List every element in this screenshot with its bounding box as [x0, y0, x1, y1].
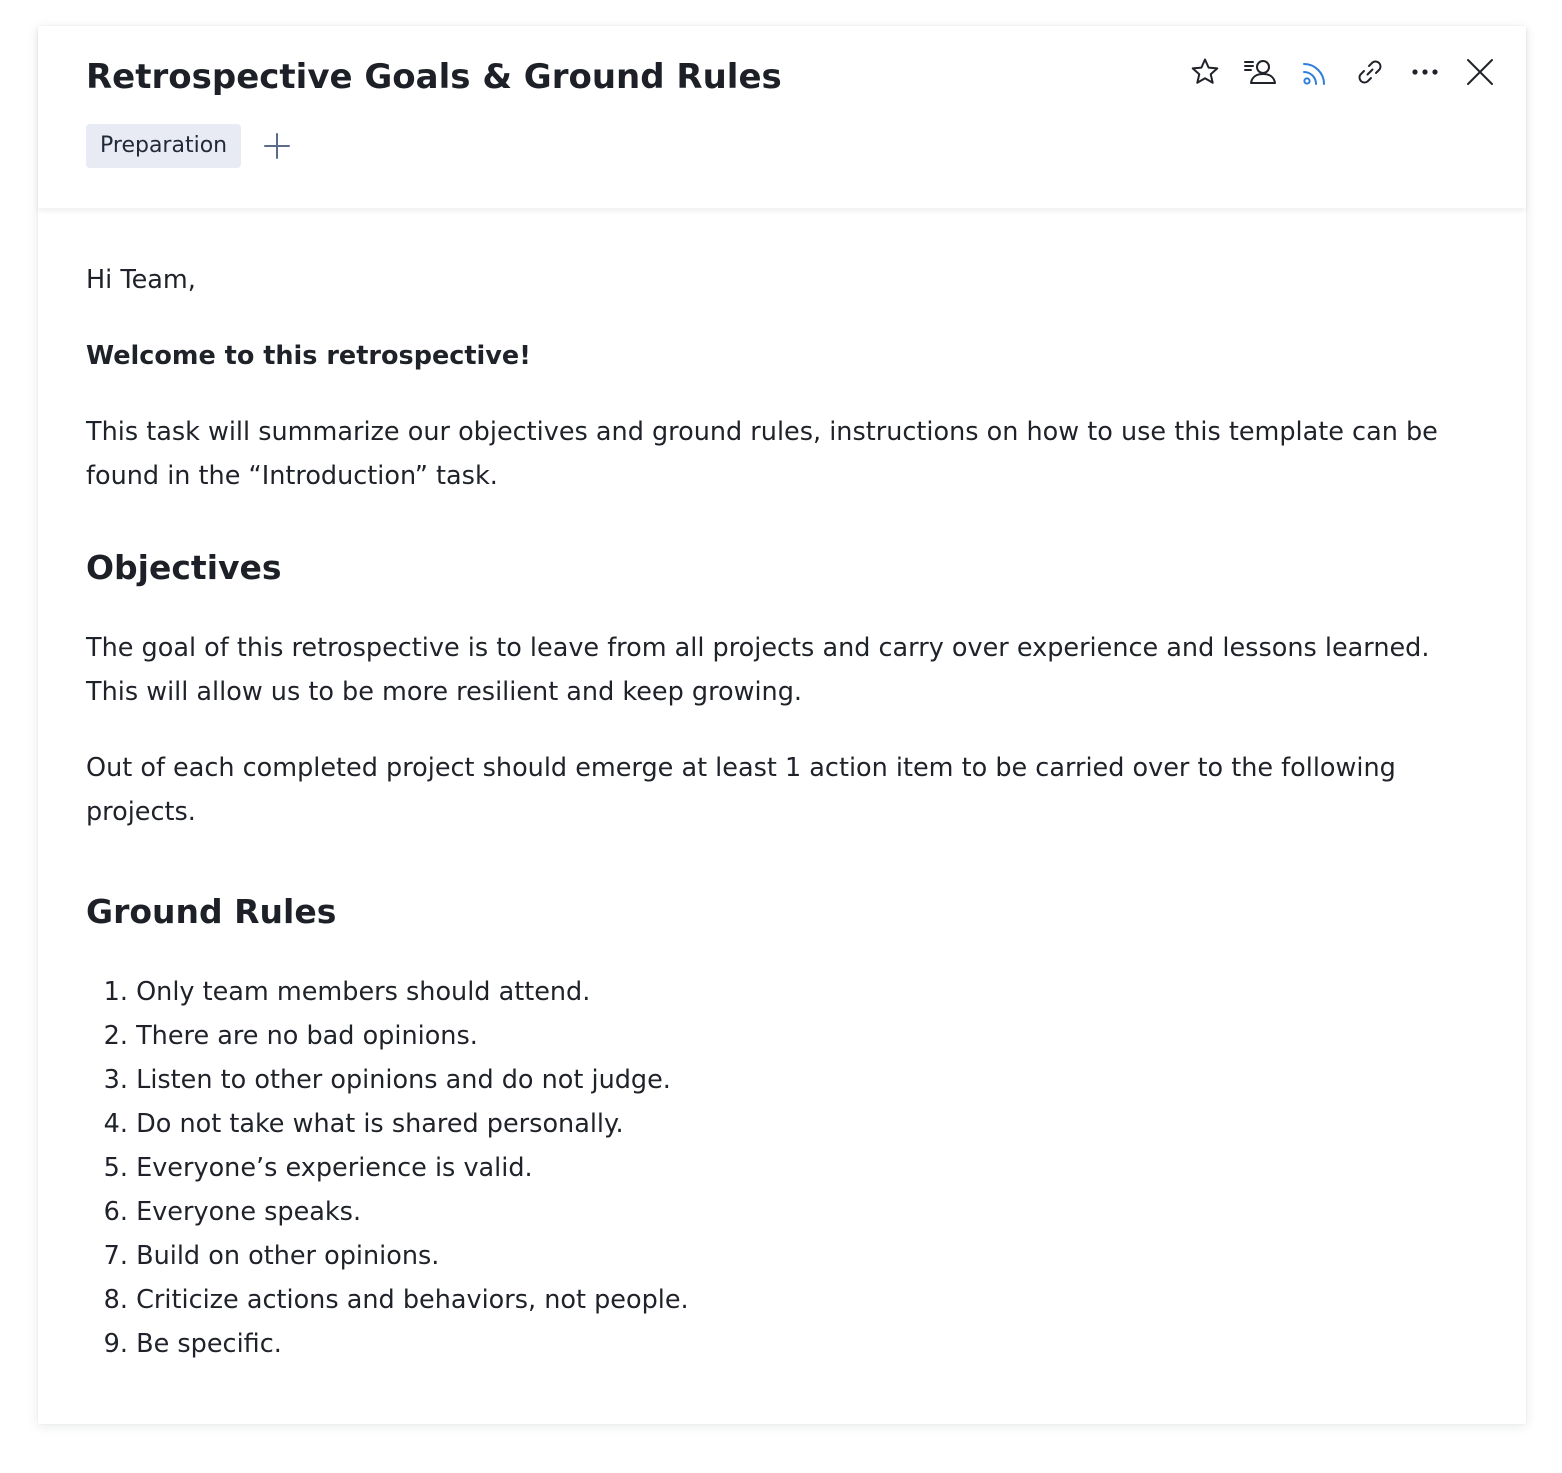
objectives-paragraph-2: Out of each completed project should emerge at least 1 action item to be carried over to the following projects.	[86, 753, 1396, 827]
tag-list	[86, 124, 293, 168]
list-item	[86, 1234, 1486, 1278]
task-title[interactable]: Retrospective Goals & Ground Rules	[86, 57, 782, 97]
list-item-text: Only team members should attend.	[136, 977, 591, 1007]
list-item-number: 8.	[103, 1285, 128, 1315]
list-item-number: 2.	[103, 1021, 128, 1051]
objectives-paragraph-1: The goal of this retrospective is to leave from all projects and carry over experience and lessons learned. This will allow us to be more resilient and keep growing.	[86, 633, 1430, 707]
task-header	[38, 26, 1526, 208]
task-description[interactable]	[86, 258, 1486, 1366]
list-item-text: Build on other opinions.	[136, 1241, 440, 1271]
more-icon	[1409, 56, 1441, 88]
task-detail-panel	[38, 26, 1526, 1424]
close-button[interactable]	[1462, 52, 1498, 92]
list-item-number: 6.	[103, 1197, 128, 1227]
list-item	[86, 1322, 1486, 1366]
list-item-text: Criticize actions and behaviors, not people.	[136, 1285, 689, 1315]
feed-icon	[1299, 56, 1331, 88]
greeting-text: Hi Team,	[86, 265, 196, 295]
add-tag-button[interactable]	[261, 130, 293, 162]
copy-link-button[interactable]	[1352, 52, 1388, 92]
link-icon	[1354, 56, 1386, 88]
tag-preparation[interactable]: Preparation	[86, 124, 241, 168]
assign-user-icon	[1243, 56, 1277, 88]
list-item-text: Do not take what is shared personally.	[136, 1109, 624, 1139]
list-item-number: 4.	[103, 1109, 128, 1139]
ground-rules-heading: Ground Rules	[86, 892, 337, 931]
follow-feed-button[interactable]	[1297, 52, 1333, 92]
intro-paragraph: This task will summarize our objectives and ground rules, instructions on how to use this template can be found in the “Introduction” task.	[86, 417, 1438, 491]
list-item	[86, 1278, 1486, 1322]
list-item	[86, 1146, 1486, 1190]
list-item-text: Listen to other opinions and do not judge.	[136, 1065, 671, 1095]
list-item-number: 1.	[103, 977, 128, 1007]
list-item	[86, 1190, 1486, 1234]
list-item	[86, 970, 1486, 1014]
list-item-number: 3.	[103, 1065, 128, 1095]
list-item-text: There are no bad opinions.	[136, 1021, 478, 1051]
welcome-text: Welcome to this retrospective!	[86, 341, 531, 371]
favorite-button[interactable]	[1187, 52, 1223, 92]
plus-icon	[263, 132, 291, 160]
list-item	[86, 1014, 1486, 1058]
objectives-heading: Objectives	[86, 548, 282, 587]
list-item-number: 9.	[103, 1329, 128, 1359]
list-item	[86, 1102, 1486, 1146]
close-icon	[1464, 56, 1496, 88]
list-item	[86, 1058, 1486, 1102]
more-options-button[interactable]	[1407, 52, 1443, 92]
list-item-text: Everyone’s experience is valid.	[136, 1153, 533, 1183]
header-actions	[1168, 50, 1498, 94]
ground-rules-list	[86, 970, 1486, 1366]
list-item-number: 5.	[103, 1153, 128, 1183]
star-icon	[1189, 56, 1221, 88]
list-item-text: Everyone speaks.	[136, 1197, 362, 1227]
assign-user-button[interactable]	[1242, 52, 1278, 92]
list-item-number: 7.	[103, 1241, 128, 1271]
list-item-text: Be specific.	[136, 1329, 282, 1359]
